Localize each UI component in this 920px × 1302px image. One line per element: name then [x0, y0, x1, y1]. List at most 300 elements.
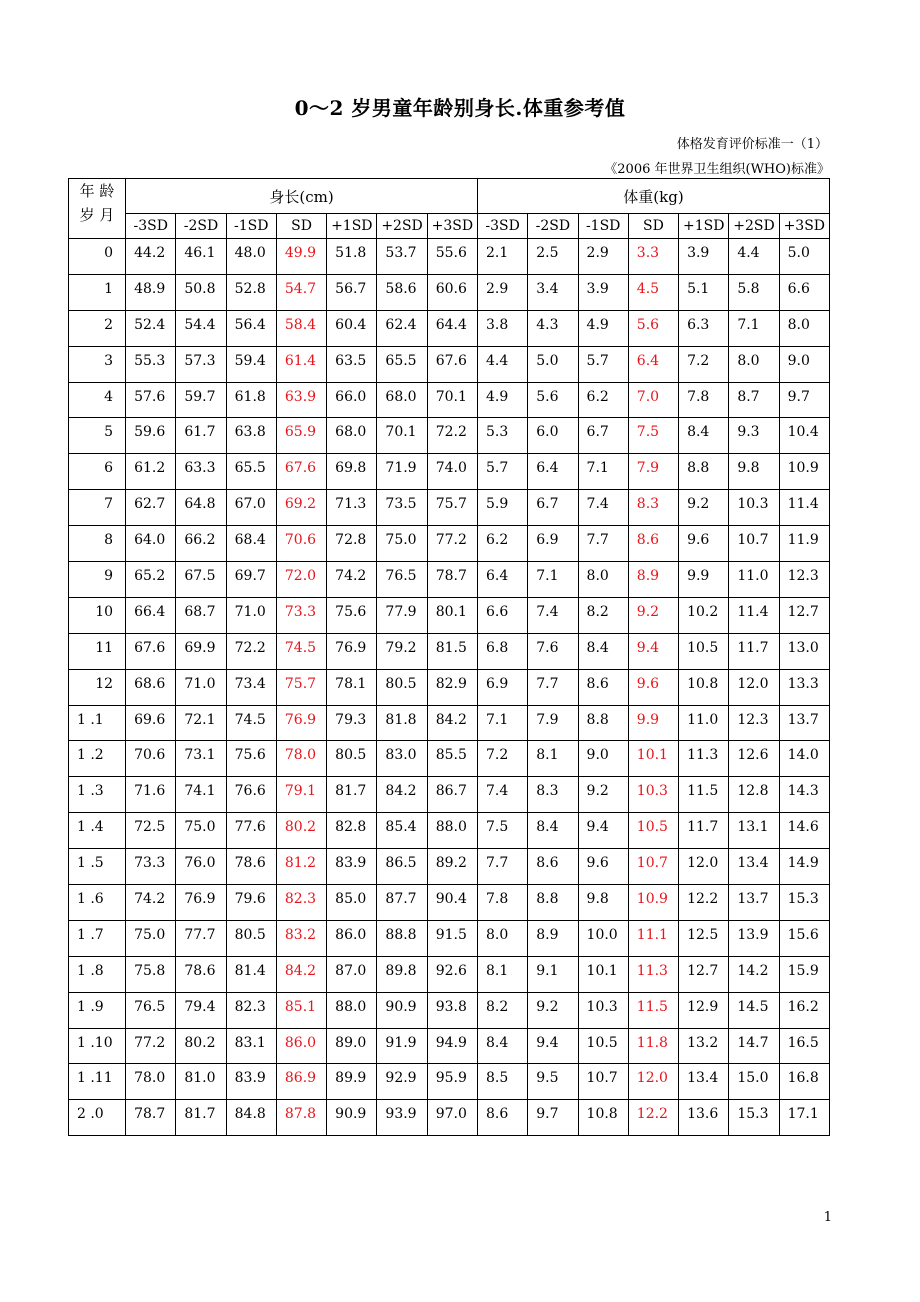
weight-value-cell: 8.3 [528, 777, 578, 813]
weight-value-cell: 12.7 [679, 956, 729, 992]
sd-header-row [69, 214, 830, 239]
table-row [69, 992, 830, 1028]
age-cell: 9 [69, 562, 126, 598]
height-value-cell: 69.7 [226, 562, 276, 598]
weight-value-cell: 10.3 [578, 992, 628, 1028]
weight-value-cell: 15.6 [779, 920, 829, 956]
height-median-cell: 49.9 [276, 239, 326, 275]
height-sd-header: +3SD [427, 214, 477, 239]
height-value-cell: 60.4 [327, 310, 377, 346]
height-median-cell: 81.2 [276, 849, 326, 885]
weight-sd-header: +2SD [729, 214, 779, 239]
weight-value-cell: 12.0 [729, 669, 779, 705]
age-cell: 1 .4 [69, 813, 126, 849]
age-cell: 2 .0 [69, 1100, 126, 1136]
weight-median-cell: 8.3 [628, 490, 678, 526]
source-subtitle: 《2006 年世界卫生组织(WHO)标准》 [604, 162, 830, 177]
height-value-cell: 53.7 [377, 239, 427, 275]
weight-value-cell: 10.5 [679, 633, 729, 669]
height-value-cell: 81.8 [377, 705, 427, 741]
height-value-cell: 46.1 [176, 239, 226, 275]
weight-value-cell: 9.7 [779, 382, 829, 418]
height-value-cell: 56.7 [327, 274, 377, 310]
height-value-cell: 94.9 [427, 1028, 477, 1064]
age-cell: 2 [69, 310, 126, 346]
weight-value-cell: 9.8 [578, 885, 628, 921]
height-value-cell: 79.3 [327, 705, 377, 741]
weight-value-cell: 15.3 [779, 885, 829, 921]
weight-median-cell: 3.3 [628, 239, 678, 275]
height-value-cell: 75.6 [226, 741, 276, 777]
height-median-cell: 69.2 [276, 490, 326, 526]
height-median-cell: 72.0 [276, 562, 326, 598]
height-value-cell: 84.8 [226, 1100, 276, 1136]
weight-value-cell: 8.4 [478, 1028, 528, 1064]
age-cell: 0 [69, 239, 126, 275]
weight-value-cell: 11.4 [729, 597, 779, 633]
weight-median-cell: 11.1 [628, 920, 678, 956]
weight-value-cell: 2.9 [478, 274, 528, 310]
weight-value-cell: 15.0 [729, 1064, 779, 1100]
weight-sd-header: -1SD [578, 214, 628, 239]
weight-median-cell: 9.6 [628, 669, 678, 705]
height-value-cell: 84.2 [377, 777, 427, 813]
weight-value-cell: 13.4 [679, 1064, 729, 1100]
age-cell: 10 [69, 597, 126, 633]
weight-value-cell: 10.9 [779, 454, 829, 490]
height-value-cell: 80.5 [327, 741, 377, 777]
height-value-cell: 90.9 [327, 1100, 377, 1136]
height-value-cell: 91.5 [427, 920, 477, 956]
height-value-cell: 55.3 [126, 346, 176, 382]
weight-value-cell: 4.9 [478, 382, 528, 418]
height-value-cell: 59.7 [176, 382, 226, 418]
height-value-cell: 72.8 [327, 526, 377, 562]
weight-median-cell: 10.9 [628, 885, 678, 921]
weight-value-cell: 3.9 [679, 239, 729, 275]
weight-value-cell: 9.5 [528, 1064, 578, 1100]
height-value-cell: 74.1 [176, 777, 226, 813]
weight-value-cell: 14.3 [779, 777, 829, 813]
weight-median-cell: 10.7 [628, 849, 678, 885]
weight-median-cell: 9.9 [628, 705, 678, 741]
height-value-cell: 76.9 [327, 633, 377, 669]
weight-median-cell: 8.9 [628, 562, 678, 598]
weight-value-cell: 13.3 [779, 669, 829, 705]
height-median-cell: 76.9 [276, 705, 326, 741]
weight-value-cell: 9.2 [528, 992, 578, 1028]
height-value-cell: 76.5 [377, 562, 427, 598]
height-value-cell: 92.9 [377, 1064, 427, 1100]
height-value-cell: 75.0 [377, 526, 427, 562]
weight-value-cell: 8.8 [578, 705, 628, 741]
weight-value-cell: 13.4 [729, 849, 779, 885]
height-value-cell: 62.4 [377, 310, 427, 346]
table-row [69, 956, 830, 992]
weight-value-cell: 7.1 [578, 454, 628, 490]
height-value-cell: 75.0 [126, 920, 176, 956]
weight-value-cell: 8.4 [528, 813, 578, 849]
weight-value-cell: 14.2 [729, 956, 779, 992]
table-row [69, 490, 830, 526]
weight-value-cell: 6.9 [478, 669, 528, 705]
height-sd-header: -3SD [126, 214, 176, 239]
weight-value-cell: 5.8 [729, 274, 779, 310]
age-cell: 1 .1 [69, 705, 126, 741]
height-value-cell: 72.2 [226, 633, 276, 669]
weight-value-cell: 7.2 [679, 346, 729, 382]
height-value-cell: 64.0 [126, 526, 176, 562]
weight-value-cell: 13.9 [729, 920, 779, 956]
weight-value-cell: 2.1 [478, 239, 528, 275]
height-value-cell: 77.6 [226, 813, 276, 849]
height-value-cell: 71.6 [126, 777, 176, 813]
table-row [69, 526, 830, 562]
weight-value-cell: 7.4 [528, 597, 578, 633]
table-row [69, 1028, 830, 1064]
height-median-cell: 61.4 [276, 346, 326, 382]
height-value-cell: 54.4 [176, 310, 226, 346]
weight-sd-header: +1SD [679, 214, 729, 239]
height-median-cell: 73.3 [276, 597, 326, 633]
height-median-cell: 86.9 [276, 1064, 326, 1100]
weight-median-cell: 9.2 [628, 597, 678, 633]
height-value-cell: 93.8 [427, 992, 477, 1028]
weight-value-cell: 7.4 [578, 490, 628, 526]
height-value-cell: 90.9 [377, 992, 427, 1028]
table-row [69, 920, 830, 956]
weight-median-cell: 12.2 [628, 1100, 678, 1136]
weight-value-cell: 6.0 [528, 418, 578, 454]
height-value-cell: 81.7 [327, 777, 377, 813]
weight-value-cell: 9.9 [679, 562, 729, 598]
height-median-cell: 79.1 [276, 777, 326, 813]
table-row [69, 885, 830, 921]
weight-value-cell: 2.9 [578, 239, 628, 275]
height-value-cell: 83.9 [327, 849, 377, 885]
weight-value-cell: 9.6 [679, 526, 729, 562]
weight-value-cell: 7.8 [478, 885, 528, 921]
weight-median-cell: 7.9 [628, 454, 678, 490]
age-cell: 8 [69, 526, 126, 562]
weight-median-cell: 5.6 [628, 310, 678, 346]
age-cell: 1 .6 [69, 885, 126, 921]
weight-value-cell: 16.8 [779, 1064, 829, 1100]
weight-value-cell: 6.4 [528, 454, 578, 490]
height-value-cell: 72.5 [126, 813, 176, 849]
weight-value-cell: 17.1 [779, 1100, 829, 1136]
weight-value-cell: 7.7 [478, 849, 528, 885]
height-value-cell: 73.5 [377, 490, 427, 526]
weight-value-cell: 7.1 [528, 562, 578, 598]
height-value-cell: 90.4 [427, 885, 477, 921]
weight-value-cell: 4.9 [578, 310, 628, 346]
weight-value-cell: 6.8 [478, 633, 528, 669]
height-value-cell: 58.6 [377, 274, 427, 310]
weight-value-cell: 3.4 [528, 274, 578, 310]
weight-value-cell: 10.7 [729, 526, 779, 562]
height-value-cell: 55.6 [427, 239, 477, 275]
table-row [69, 741, 830, 777]
age-cell: 1 .9 [69, 992, 126, 1028]
weight-sd-header: SD [628, 214, 678, 239]
height-value-cell: 86.7 [427, 777, 477, 813]
weight-value-cell: 8.4 [578, 633, 628, 669]
weight-value-cell: 12.7 [779, 597, 829, 633]
weight-value-cell: 8.9 [528, 920, 578, 956]
weight-value-cell: 5.1 [679, 274, 729, 310]
weight-median-cell: 7.5 [628, 418, 678, 454]
weight-value-cell: 15.3 [729, 1100, 779, 1136]
weight-value-cell: 10.8 [679, 669, 729, 705]
weight-value-cell: 4.4 [478, 346, 528, 382]
weight-value-cell: 7.7 [578, 526, 628, 562]
height-median-cell: 65.9 [276, 418, 326, 454]
age-cell: 1 .8 [69, 956, 126, 992]
age-cell: 12 [69, 669, 126, 705]
weight-value-cell: 11.3 [679, 741, 729, 777]
height-value-cell: 65.5 [377, 346, 427, 382]
weight-value-cell: 8.0 [478, 920, 528, 956]
height-value-cell: 67.6 [427, 346, 477, 382]
table-row [69, 813, 830, 849]
weight-value-cell: 13.0 [779, 633, 829, 669]
age-cell: 1 .2 [69, 741, 126, 777]
height-value-cell: 75.7 [427, 490, 477, 526]
height-value-cell: 44.2 [126, 239, 176, 275]
height-value-cell: 85.5 [427, 741, 477, 777]
height-value-cell: 59.6 [126, 418, 176, 454]
weight-value-cell: 9.0 [779, 346, 829, 382]
height-median-cell: 87.8 [276, 1100, 326, 1136]
weight-value-cell: 11.7 [679, 813, 729, 849]
weight-value-cell: 11.0 [729, 562, 779, 598]
weight-median-cell: 8.6 [628, 526, 678, 562]
weight-value-cell: 3.9 [578, 274, 628, 310]
height-value-cell: 73.1 [176, 741, 226, 777]
weight-value-cell: 16.5 [779, 1028, 829, 1064]
height-median-cell: 84.2 [276, 956, 326, 992]
weight-value-cell: 5.9 [478, 490, 528, 526]
height-value-cell: 83.1 [226, 1028, 276, 1064]
weight-sd-header: -2SD [528, 214, 578, 239]
height-value-cell: 93.9 [377, 1100, 427, 1136]
weight-value-cell: 11.5 [679, 777, 729, 813]
height-value-cell: 80.2 [176, 1028, 226, 1064]
height-value-cell: 83.9 [226, 1064, 276, 1100]
weight-median-cell: 11.3 [628, 956, 678, 992]
height-value-cell: 56.4 [226, 310, 276, 346]
height-value-cell: 78.6 [176, 956, 226, 992]
height-value-cell: 74.2 [327, 562, 377, 598]
height-value-cell: 71.9 [377, 454, 427, 490]
weight-value-cell: 7.9 [528, 705, 578, 741]
age-header-cell [69, 179, 126, 239]
age-header-line1: 年 龄 [79, 182, 115, 200]
weight-value-cell: 6.2 [578, 382, 628, 418]
height-value-cell: 92.6 [427, 956, 477, 992]
weight-value-cell: 13.2 [679, 1028, 729, 1064]
weight-value-cell: 11.4 [779, 490, 829, 526]
height-median-cell: 74.5 [276, 633, 326, 669]
standard-subtitle: 体格发育评价标准一（1） [676, 137, 828, 152]
height-median-cell: 78.0 [276, 741, 326, 777]
weight-value-cell: 2.5 [528, 239, 578, 275]
height-value-cell: 88.0 [427, 813, 477, 849]
height-value-cell: 71.0 [226, 597, 276, 633]
height-value-cell: 89.2 [427, 849, 477, 885]
height-value-cell: 57.3 [176, 346, 226, 382]
weight-value-cell: 9.6 [578, 849, 628, 885]
height-value-cell: 87.0 [327, 956, 377, 992]
weight-value-cell: 9.1 [528, 956, 578, 992]
weight-value-cell: 6.6 [779, 274, 829, 310]
height-value-cell: 69.9 [176, 633, 226, 669]
height-value-cell: 61.2 [126, 454, 176, 490]
height-value-cell: 50.8 [176, 274, 226, 310]
weight-value-cell: 12.5 [679, 920, 729, 956]
height-value-cell: 77.7 [176, 920, 226, 956]
weight-sd-header: +3SD [779, 214, 829, 239]
age-cell: 11 [69, 633, 126, 669]
weight-value-cell: 5.7 [578, 346, 628, 382]
height-value-cell: 61.7 [176, 418, 226, 454]
height-value-cell: 78.7 [126, 1100, 176, 1136]
height-value-cell: 80.1 [427, 597, 477, 633]
weight-median-cell: 11.5 [628, 992, 678, 1028]
height-value-cell: 88.0 [327, 992, 377, 1028]
table-row [69, 1064, 830, 1100]
height-value-cell: 67.5 [176, 562, 226, 598]
table-row [69, 597, 830, 633]
height-value-cell: 78.1 [327, 669, 377, 705]
height-value-cell: 78.7 [427, 562, 477, 598]
weight-value-cell: 7.8 [679, 382, 729, 418]
height-value-cell: 69.8 [327, 454, 377, 490]
age-cell: 1 .7 [69, 920, 126, 956]
height-value-cell: 79.2 [377, 633, 427, 669]
weight-value-cell: 12.3 [729, 705, 779, 741]
weight-value-cell: 5.6 [528, 382, 578, 418]
weight-median-cell: 10.1 [628, 741, 678, 777]
height-median-cell: 82.3 [276, 885, 326, 921]
weight-value-cell: 8.1 [528, 741, 578, 777]
height-value-cell: 85.4 [377, 813, 427, 849]
age-header-line2: 岁 月 [79, 206, 115, 224]
height-value-cell: 89.0 [327, 1028, 377, 1064]
height-value-cell: 82.9 [427, 669, 477, 705]
weight-value-cell: 9.0 [578, 741, 628, 777]
weight-value-cell: 7.4 [478, 777, 528, 813]
weight-value-cell: 5.7 [478, 454, 528, 490]
height-sd-header: -2SD [176, 214, 226, 239]
height-median-cell: 75.7 [276, 669, 326, 705]
weight-value-cell: 7.1 [729, 310, 779, 346]
weight-value-cell: 9.8 [729, 454, 779, 490]
height-value-cell: 66.0 [327, 382, 377, 418]
weight-value-cell: 14.7 [729, 1028, 779, 1064]
height-value-cell: 67.0 [226, 490, 276, 526]
height-value-cell: 88.8 [377, 920, 427, 956]
height-value-cell: 75.8 [126, 956, 176, 992]
age-cell: 1 [69, 274, 126, 310]
height-value-cell: 79.6 [226, 885, 276, 921]
height-value-cell: 68.0 [377, 382, 427, 418]
height-median-cell: 54.7 [276, 274, 326, 310]
height-value-cell: 72.2 [427, 418, 477, 454]
weight-median-cell: 9.4 [628, 633, 678, 669]
height-value-cell: 78.0 [126, 1064, 176, 1100]
height-value-cell: 79.4 [176, 992, 226, 1028]
weight-median-cell: 7.0 [628, 382, 678, 418]
weight-value-cell: 15.9 [779, 956, 829, 992]
height-value-cell: 81.0 [176, 1064, 226, 1100]
height-value-cell: 82.8 [327, 813, 377, 849]
weight-median-cell: 10.5 [628, 813, 678, 849]
table-row [69, 562, 830, 598]
weight-value-cell: 8.6 [578, 669, 628, 705]
weight-value-cell: 14.0 [779, 741, 829, 777]
weight-value-cell: 12.0 [679, 849, 729, 885]
weight-value-cell: 14.9 [779, 849, 829, 885]
weight-value-cell: 12.8 [729, 777, 779, 813]
height-value-cell: 84.2 [427, 705, 477, 741]
height-value-cell: 64.4 [427, 310, 477, 346]
weight-value-cell: 13.7 [779, 705, 829, 741]
weight-value-cell: 10.1 [578, 956, 628, 992]
weight-value-cell: 6.4 [478, 562, 528, 598]
weight-value-cell: 8.8 [679, 454, 729, 490]
height-sd-header: -1SD [226, 214, 276, 239]
height-value-cell: 89.9 [327, 1064, 377, 1100]
height-value-cell: 69.6 [126, 705, 176, 741]
weight-value-cell: 4.4 [729, 239, 779, 275]
page-number: 1 [823, 1210, 832, 1225]
weight-value-cell: 8.1 [478, 956, 528, 992]
height-value-cell: 81.5 [427, 633, 477, 669]
weight-median-cell: 4.5 [628, 274, 678, 310]
weight-value-cell: 14.6 [779, 813, 829, 849]
weight-value-cell: 10.3 [729, 490, 779, 526]
age-cell: 1 .3 [69, 777, 126, 813]
height-value-cell: 68.6 [126, 669, 176, 705]
height-value-cell: 78.6 [226, 849, 276, 885]
weight-value-cell: 7.7 [528, 669, 578, 705]
height-value-cell: 82.3 [226, 992, 276, 1028]
height-value-cell: 86.5 [377, 849, 427, 885]
weight-value-cell: 8.0 [578, 562, 628, 598]
age-cell: 3 [69, 346, 126, 382]
height-value-cell: 71.3 [327, 490, 377, 526]
height-value-cell: 86.0 [327, 920, 377, 956]
weight-value-cell: 6.6 [478, 597, 528, 633]
height-value-cell: 77.2 [427, 526, 477, 562]
weight-value-cell: 8.0 [729, 346, 779, 382]
table-row [69, 239, 830, 275]
table-row [69, 310, 830, 346]
weight-value-cell: 11.7 [729, 633, 779, 669]
table-row [69, 669, 830, 705]
weight-value-cell: 10.4 [779, 418, 829, 454]
height-value-cell: 65.2 [126, 562, 176, 598]
height-value-cell: 59.4 [226, 346, 276, 382]
weight-value-cell: 6.9 [528, 526, 578, 562]
weight-value-cell: 6.7 [578, 418, 628, 454]
height-value-cell: 52.4 [126, 310, 176, 346]
weight-value-cell: 11.0 [679, 705, 729, 741]
weight-value-cell: 12.3 [779, 562, 829, 598]
weight-value-cell: 8.6 [478, 1100, 528, 1136]
